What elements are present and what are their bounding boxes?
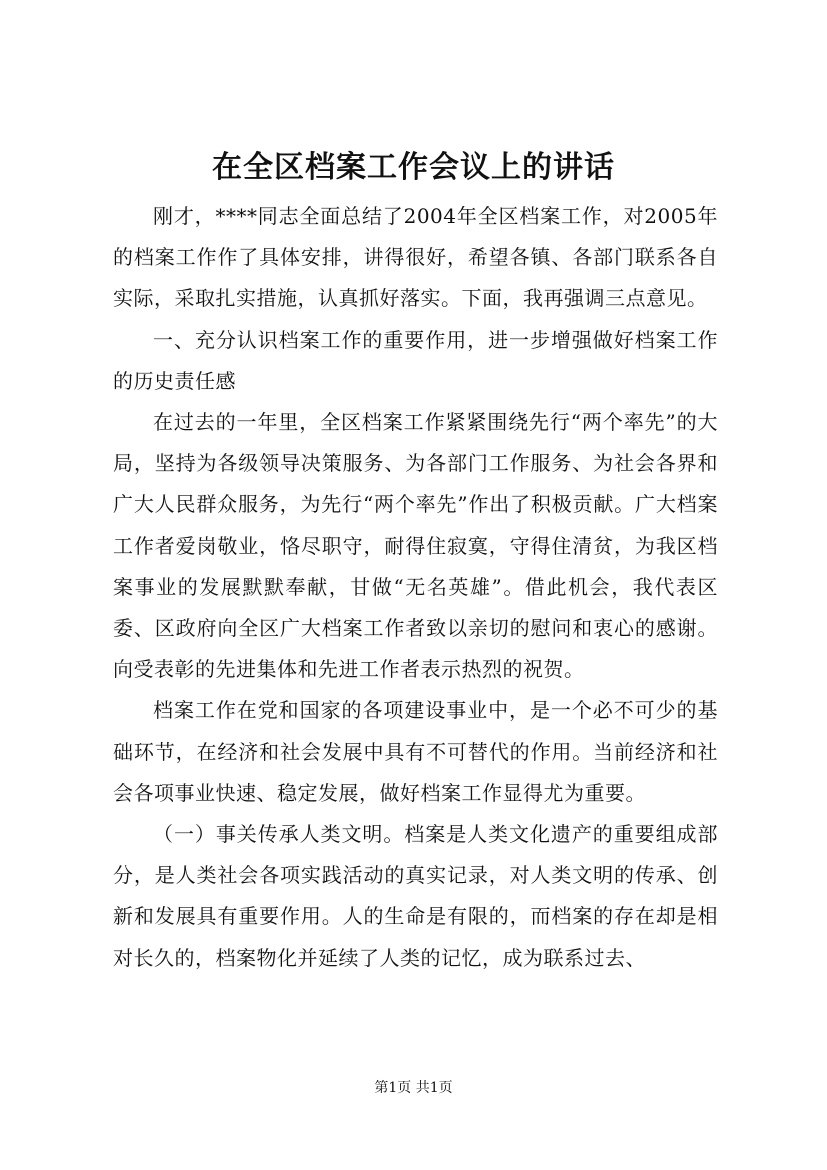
paragraph-point-one: （一）事关传承人类文明。档案是人类文化遗产的重要组成部分，是人类社会各项实践活动的真实记录，对人类文明的传承、创新和发展具有重要作用。人的生命是有限的，而档案的存在却是相对长久的，档案物化并延续了人类的记忆，成为联系过去、	[113, 822, 718, 970]
document-title: 在全区档案工作会议上的讲话	[212, 150, 615, 185]
paragraph-review: 在过去的一年里，全区档案工作紧紧围绕先行“两个率先”的大局，坚持为各级领导决策服务、为各部门工作服务、为社会各界和广大人民群众服务，为先行“两个率先”作出了积极贡献。广大档案工作者爱岗敬业，恪尽职守，耐得住寂寞，守得住清贫，为我区档案事业的发展默默奉献，甘做“无名英雄”。借此机会，我代表区委、区政府向全区广大档案工作者致以亲切的慰问和衷心的感谢。向受表彰的先进集体和先进工作者表示热烈的祝贺。	[113, 410, 718, 682]
page-number: 第1页 共1页	[374, 1080, 453, 1096]
paragraph-section-heading: 一、充分认识档案工作的重要作用，进一步增强做好档案工作的历史责任感	[113, 327, 718, 393]
paragraph-importance: 档案工作在党和国家的各项建设事业中，是一个必不可少的基础环节，在经济和社会发展中具有不可替代的作用。当前经济和社会各项事业快速、稳定发展，做好档案工作显得尤为重要。	[113, 698, 718, 805]
paragraph-opening: 刚才，****同志全面总结了2004年全区档案工作，对2005年的档案工作作了具体安排，讲得很好，希望各镇、各部门联系各自实际，采取扎实措施，认真抓好落实。下面，我再强调三点意见。	[113, 204, 718, 311]
document-body	[113, 196, 718, 979]
